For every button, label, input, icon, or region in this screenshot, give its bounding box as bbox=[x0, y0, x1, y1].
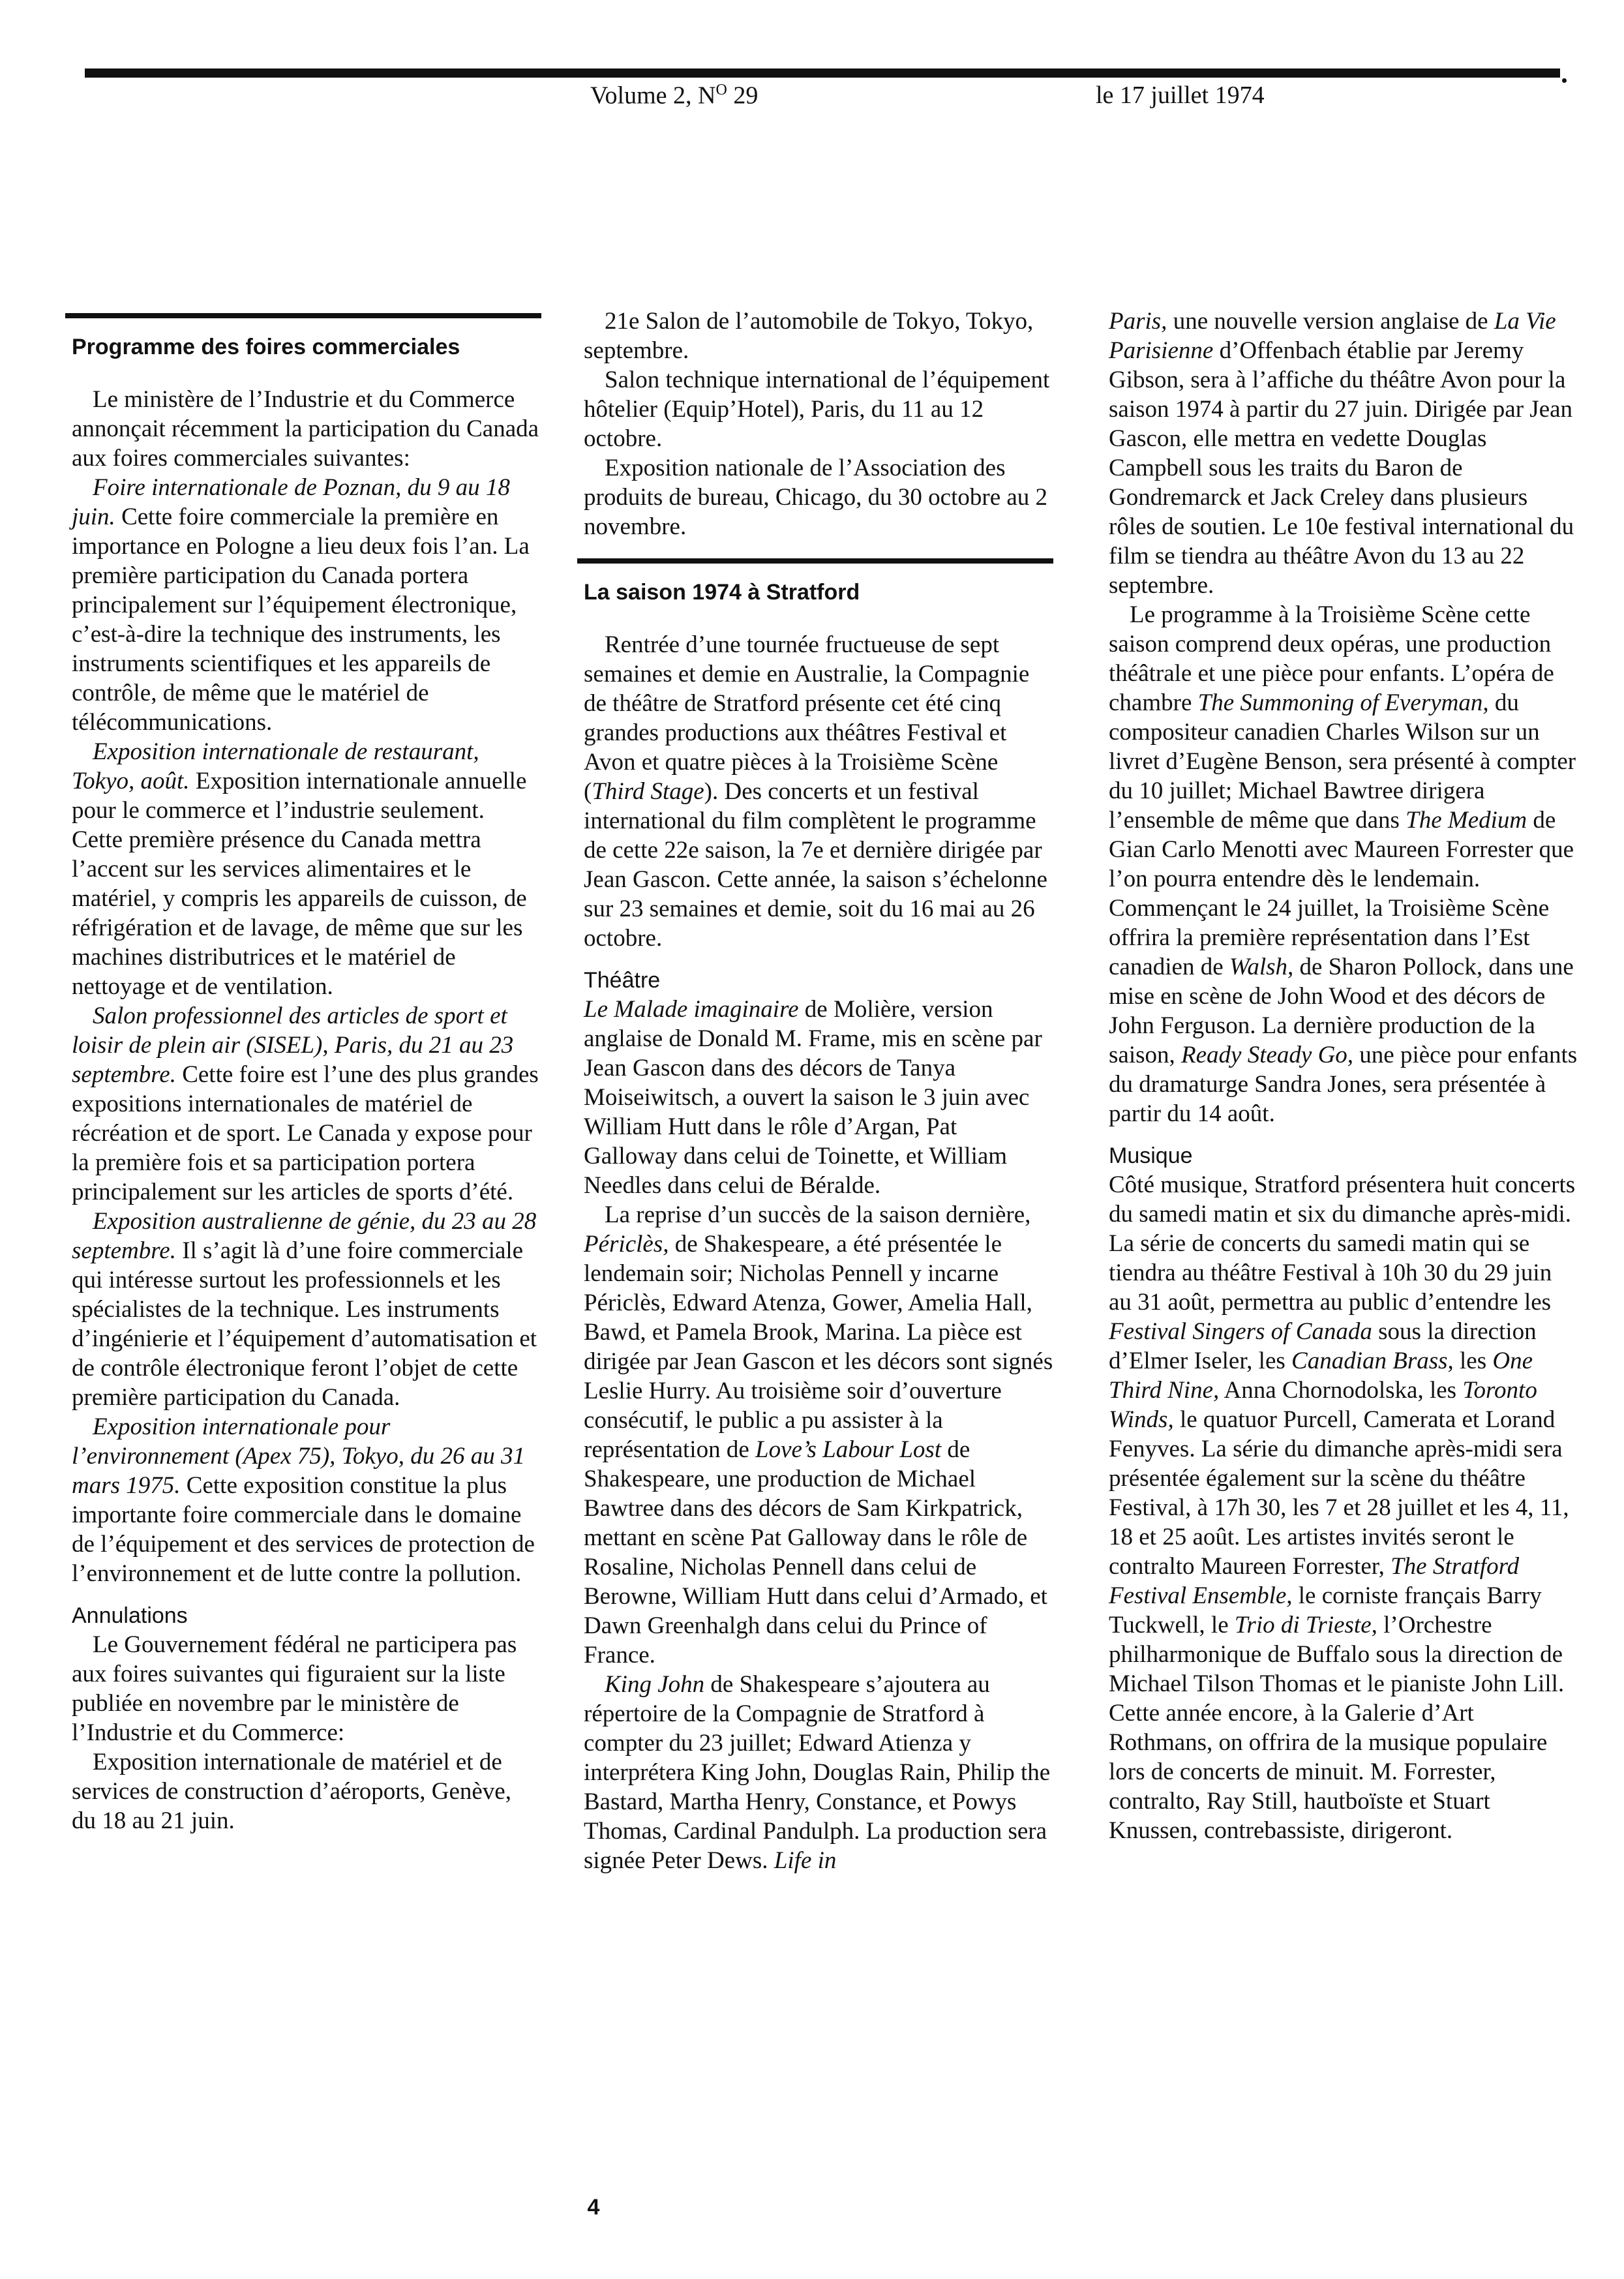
fair-item: Salon professionnel des articles de sport et loisir de plein air (SISEL), Paris, du 21 au 23 septembre. Cette foire est l’une des plus grandes expositions internationales de matériel de récréation et de sport. Le Canada y expose pour la première fois et sa participation portera principalement sur les articles de sports d’été. bbox=[72, 1003, 539, 1205]
paragraph: Le ministère de l’Industrie et du Commerce annonçait récemment la participation du Canada aux foires commerciales suivantes: bbox=[72, 386, 539, 472]
issue-date: le 17 juillet 1974 bbox=[1096, 82, 1265, 109]
article-title-trade-fairs: Programme des foires commerciales bbox=[72, 335, 460, 359]
cancelled-item: Exposition nationale de l’Association des produits de bureau, Chicago, du 30 octobre au 2 novembre. bbox=[584, 455, 1048, 540]
section-rule bbox=[577, 558, 1053, 564]
column-1 bbox=[65, 307, 541, 1835]
paragraph: La reprise d’un succès de la saison dernière, Périclès, de Shakespeare, a été présentée le lendemain soir; Nicholas Pennell y incarne Périclès, Edward Atenza, Gower, Amelia Hall, Bawd, et Pamela Brook, Marina. La pièce est dirigée par Jean Gascon et les décors sont signés Leslie Hurry. Au troisième soir d’ouverture consécutif, le public a pu assister à la représentation de Love’s Labour Lost de Shakespeare, une production de Michael Bawtree dans des décors de Sam Kirkpatrick, mettant en scène Pat Galloway dans le rôle de Rosaline, Nicholas Pennell dans celui de Berowne, William Hutt dans celui d’Armado, et Dawn Greenhalgh dans celui du Prince of France. bbox=[584, 1201, 1053, 1668]
paragraph: Le Malade imaginaire de Molière, version anglaise de Donald M. Frame, mis en scène par Jean Gascon dans des décors de Tanya Moiseiwitsch, a ouvert la saison le 3 juin avec William Hutt dans le rôle d’Argan, Pat Galloway dans celui de Toinette, et William Needles dans celui de Béralde. bbox=[584, 996, 1042, 1199]
subheading-annulations: Annulations bbox=[72, 1603, 188, 1628]
paragraph: Paris, une nouvelle version anglaise de La Vie Parisienne d’Offenbach établie par Jeremy Gibson, sera à l’affiche du théâtre Avon pour la saison 1974 à partir du 27 juin. Dirigée par Jean Gascon, elle mettra en vedette Douglas Campbell sous les traits du Baron de Gondremarck et Jack Creley dans plusieurs rôles de soutien. Le 10e festival international du film se tiendra au théâtre Avon du 13 au 22 septembre. bbox=[1109, 308, 1574, 599]
corner-mark bbox=[1562, 78, 1567, 83]
paragraph: Rentrée d’une tournée fructueuse de sept semaines et demie en Australie, la Compagnie de théâtre de Stratford présente cet été cinq grandes productions aux théâtres Festival et Avon et quatre pièces à la Troisième Scène (Third Stage). Des concerts et un festival international du film complètent le programme de cette 22e saison, la 7e et dernière dirigée par Jean Gascon. Cette année, la saison s’échelonne sur 23 semaines et demie, soit du 16 mai au 26 octobre. bbox=[584, 631, 1047, 952]
paragraph: Le programme à la Troisième Scène cette saison comprend deux opéras, une production théâtrale et une pièce pour enfants. L’opéra de chambre The Summoning of Everyman, du compositeur canadien Charles Wilson sur un livret d’Eugène Benson, sera présenté à compter du 10 juillet; Michael Bawtree dirigera l’ensemble de même que dans The Medium de Gian Carlo Menotti avec Maureen Forrester que l’on pourra entendre dès le lendemain. Commençant le 24 juillet, la Troisième Scène offrira la première représentation dans l’Est canadien de Walsh, de Sharon Pollock, dans une mise en scène de John Wood et des décors de John Ferguson. La dernière production de la saison, Ready Steady Go, une pièce pour enfants du dramaturge Sandra Jones, sera présentée à partir du 14 août. bbox=[1109, 601, 1578, 1127]
top-rule bbox=[85, 68, 1560, 78]
fair-item: Exposition australienne de génie, du 23 au 28 septembre. Il s’agit là d’une foire commerciale qui intéresse surtout les professionnels et les spécialistes de la technique. Les instruments d’ingénierie et l’équipement d’automatisation et de contrôle électronique feront l’objet de cette première participation du Canada. bbox=[72, 1208, 537, 1411]
subheading-theatre: Théâtre bbox=[584, 968, 661, 993]
cancelled-item: 21e Salon de l’automobile de Tokyo, Tokyo, septembre. bbox=[584, 308, 1034, 364]
section-rule bbox=[65, 313, 541, 318]
issue-number: Volume 2, $N^O$ 29 bbox=[590, 82, 759, 110]
paragraph: King John de Shakespeare s’ajoutera au répertoire de la Compagnie de Stratford à compter du 23 juillet; Edward Atienza y interprétera King John, Douglas Rain, Philip the Bastard, Martha Henry, Constance, et Powys Thomas, Cardinal Pandulph. La production sera signée Peter Dews. Life in bbox=[584, 1671, 1051, 1874]
fair-item: Exposition internationale pour l’environnement (Apex 75), Tokyo, du 26 au 31 mars 1975. Cette exposition constitue la plus importante foire commerciale dans le domaine de l’équipement et des services de protection de l’environnement et de lutte contre la pollution. bbox=[72, 1413, 535, 1587]
column-2 bbox=[577, 307, 1053, 1875]
cancelled-item: Exposition internationale de matériel et de services de construction d’aéroports, Genève, du 18 au 21 juin. bbox=[72, 1749, 511, 1834]
cancelled-item: Salon technique international de l’équipement hôtelier (Equip’Hotel), Paris, du 11 au 12 octobre. bbox=[584, 367, 1050, 452]
fair-item: Exposition internationale de restaurant, Tokyo, août. Exposition internationale annuelle pour le commerce et l’industrie seulement. Cette première présence du Canada mettra l’accent sur les services alimentaires et le matériel, y compris les appareils de cuisson, de réfrigération et de lavage, de même que sur les machines distributrices et le matériel de nettoyage et de ventilation. bbox=[72, 738, 527, 1000]
subheading-musique: Musique bbox=[1109, 1143, 1193, 1168]
fair-item: Foire internationale de Poznan, du 9 au 18 juin. Cette foire commerciale la première en importance en Pologne a lieu deux fois l’an. La première participation du Canada portera principalement sur l’équipement électronique, c’est-à-dire la technique des instruments, les instruments scientifiques et les appareils de contrôle, de même que le matériel de télécommunications. bbox=[72, 474, 530, 736]
page-number: 4 bbox=[587, 2195, 600, 2220]
column-3 bbox=[1102, 307, 1578, 1845]
paragraph: Côté musique, Stratford présentera huit concerts du samedi matin et six du dimanche après-midi. La série de concerts du samedi matin qui se tiendra au théâtre Festival à 10h 30 du 29 juin au 31 août, permettra au public d’entendre les Festival Singers of Canada sous la direction d’Elmer Iseler, les Canadian Brass, les One Third Nine, Anna Chornodolska, les Toronto Winds, le quatuor Purcell, Camerata et Lorand Fenyves. La série du dimanche après-midi sera présentée également sur la scène du théâtre Festival, à 17h 30, les 7 et 28 juillet et les 4, 11, 18 et 25 août. Les artistes invités seront le contralto Maureen Forrester, The Stratford Festival Ensemble, le corniste français Barry Tuckwell, le Trio di Trieste, l’Orchestre philharmonique de Buffalo sous la direction de Michael Tilson Thomas et le pianiste John Lill. Cette année encore, à la Galerie d’Art Rothmans, on offrira de la musique populaire lors de concerts de minuit. M. Forrester, contralto, Ray Still, hautboïste et Stuart Knussen, contrebassiste, dirigeront. bbox=[1109, 1171, 1576, 1844]
paragraph: Le Gouvernement fédéral ne participera pas aux foires suivantes qui figuraient sur la liste publiée en novembre par le ministère de l’Industrie et du Commerce: bbox=[72, 1631, 517, 1746]
article-title-stratford: La saison 1974 à Stratford bbox=[584, 580, 860, 605]
